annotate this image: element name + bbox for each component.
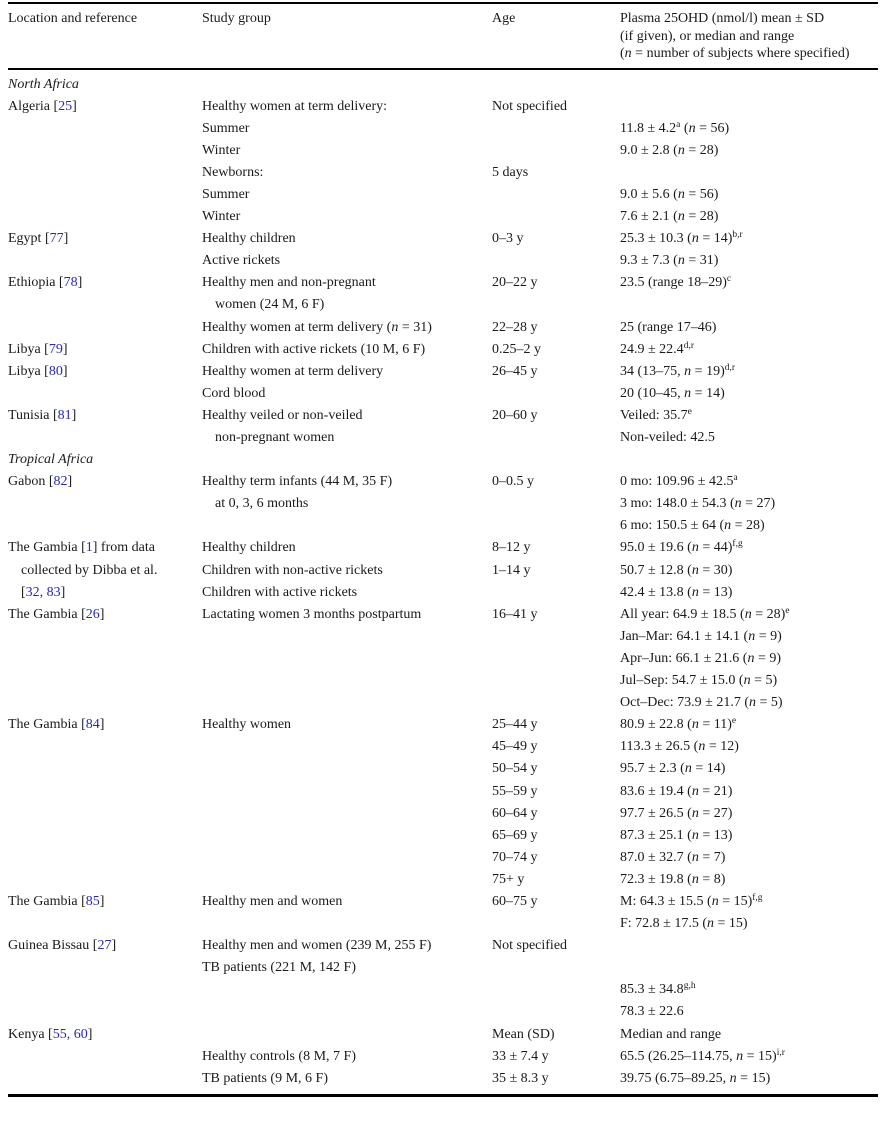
age-cell [492,626,620,648]
header-plasma-line: (if given), or median and range [620,28,795,44]
study-group-cell: non-pregnant women [215,430,335,445]
header-plasma-line: Plasma 25OHD (nmol/l) mean ± SD [620,11,825,26]
plasma-cell: 6 mo: 150.5 ± 64 (n = 28) [620,518,765,534]
plasma-cell: 23.5 (range 18–29)$^c$ [620,274,732,291]
age-cell: 65–69 y [492,827,538,843]
reference-link[interactable]: 85 [85,893,100,909]
age-cell: 8–12 y [492,540,531,556]
plasma-cell: 97.7 ± 26.5 (n = 27) [620,805,733,821]
location-cell [8,648,202,670]
location-cell [8,692,202,714]
location-cell [8,383,202,405]
study-group-cell: Healthy children [202,231,296,247]
study-group-cell [202,869,492,891]
study-group-cell [202,648,492,670]
location-cell: The Gambia [84] [8,717,105,733]
study-group-cell [202,626,492,648]
age-cell [492,184,620,206]
study-group-cell: Healthy men and women [202,893,343,909]
plasma-cell: Veiled: 35.7e [620,406,692,423]
location-cell [8,184,202,206]
reference-link[interactable]: 79 [48,341,63,357]
study-group-cell: Summer [202,186,250,202]
table-row [8,648,878,670]
reference-link[interactable]: 1 [85,540,93,556]
study-group-cell [202,803,492,825]
location-cell [8,803,202,825]
age-cell: 33 ± 7.4 y [492,1048,549,1064]
plasma-cell: 20 (10–45, n = 14) [620,385,725,401]
age-cell: 60–75 y [492,893,538,909]
reference-link[interactable]: 80 [48,363,63,379]
plasma-cell [620,935,878,957]
table-row [8,294,878,316]
study-group-cell [202,758,492,780]
location-cell [8,1068,202,1090]
table-row [8,758,878,780]
table-row [8,317,878,339]
table-row [8,869,878,891]
plasma-cell: 0 mo: 109.96 ± 42.5$^a$ [620,473,738,490]
table-row [8,162,878,184]
section-header: Tropical Africa [8,452,94,468]
table-row [8,736,878,758]
study-group-cell: at 0, 3, 6 months [215,496,309,512]
study-group-cell: Healthy women at term delivery [202,363,384,379]
reference-link[interactable]: 81 [57,407,72,423]
age-cell: 35 ± 8.3 y [492,1070,549,1086]
age-cell [492,250,620,272]
reference-link[interactable]: 25 [58,98,73,114]
location-cell [8,736,202,758]
age-cell: 25–44 y [492,717,538,733]
study-table [8,2,878,1097]
location-cell: Gabon [82] [8,474,73,490]
plasma-cell: $85.3 \pm 34.8^{g,h}$ [620,981,696,998]
plasma-cell: 3 mo: 148.0 ± 54.3 (n = 27) [620,496,776,512]
table-row [8,979,878,1001]
age-cell: 22–28 y [492,319,538,335]
age-cell: 0–3 y [492,231,524,247]
table-row [8,471,878,493]
location-cell [8,294,202,316]
location-cell: collected by Dibba et al. [21,562,158,578]
study-group-cell: Healthy women at term delivery (n = 31) [202,319,432,335]
reference-link[interactable]: 55, 60 [52,1026,88,1042]
location-cell [8,847,202,869]
age-cell [492,294,620,316]
age-cell: 75+ y [492,871,525,887]
location-cell [8,626,202,648]
age-cell: 55–59 y [492,783,538,799]
age-cell: 5 days [492,164,529,180]
table-row [8,714,878,736]
header-location: Location and reference [8,11,138,26]
table-row [8,339,878,361]
table-row [8,427,878,449]
location-cell [8,250,202,272]
plasma-cell: Median and range [620,1026,722,1042]
study-group-cell [202,692,492,714]
location-cell: Egypt [77] [8,231,69,247]
table-body [8,70,878,1097]
age-cell [492,206,620,228]
location-cell: Kenya [55, 60] [8,1026,93,1042]
study-group-cell: Healthy children [202,540,296,556]
location-cell: Tunisia [81] [8,407,77,423]
age-cell [492,692,620,714]
plasma-cell: 78.3 ± 22.6 [620,1004,684,1020]
study-group-cell [202,979,492,1001]
location-cell [8,670,202,692]
plasma-cell: All year: 64.9 ± 18.5 (n = 28)$^e$ [620,605,790,622]
table-row [8,493,878,515]
location-cell [8,913,202,935]
location-cell [8,515,202,537]
location-cell [8,758,202,780]
plasma-cell [620,162,878,184]
plasma-cell: 87.3 ± 25.1 (n = 13) [620,827,733,843]
table-row [8,206,878,228]
plasma-cell: 7.6 ± 2.1 (n = 28) [620,209,719,225]
plasma-cell: 39.75 (6.75–89.25, n = 15) [620,1070,771,1086]
location-cell: Libya [79] [8,341,68,357]
plasma-cell: Jan–Mar: 64.1 ± 14.1 (n = 9) [620,628,782,644]
age-cell: 60–64 y [492,805,538,821]
age-cell [492,1001,620,1023]
study-group-cell: Children with active rickets (10 M, 6 F) [202,341,426,357]
reference-link[interactable]: 82 [53,474,68,490]
age-cell: 26–45 y [492,363,538,379]
table-row [8,537,878,559]
table-row [8,118,878,140]
table-row [8,140,878,162]
table-row [8,957,878,979]
age-cell: 1–14 y [492,562,531,578]
plasma-cell: 65.5 (26.25–114.75, n = 15)$^{i,r}$ [620,1047,785,1064]
table-row [8,1001,878,1023]
section-header: North Africa [8,76,79,92]
table-row [8,1046,878,1068]
plasma-cell: 25.3 ± 10.3 (n = 14)$^{b,r}$ [620,230,743,247]
location-cell [8,140,202,162]
plasma-cell: M: 64.3 ± 15.5 (n = 15)$^{f,g}$ [620,892,763,909]
age-cell: 50–54 y [492,761,538,777]
study-group-cell: Healthy term infants (44 M, 35 F) [202,474,393,490]
age-cell: 0–0.5 y [492,474,534,490]
age-cell [492,118,620,140]
study-group-cell: women (24 M, 6 F) [215,297,325,313]
age-cell [492,979,620,1001]
plasma-cell: Non-veiled: 42.5 [620,430,715,445]
study-group-cell: Summer [202,120,250,136]
header-plasma [620,10,878,63]
table-row [8,184,878,206]
table-row [8,626,878,648]
age-cell [492,140,620,162]
table-row [8,670,878,692]
table-row [8,1068,878,1090]
study-group-cell [202,825,492,847]
location-cell [8,869,202,891]
plasma-cell: 113.3 ± 26.5 (n = 12) [620,739,739,755]
location-cell: Ethiopia [78] [8,275,83,291]
study-group-cell: Healthy women [202,717,292,733]
study-group-cell: Cord blood [202,385,266,401]
age-cell [492,427,620,449]
plasma-cell: 34 (13–75, n = 19)$^{d,r}$ [620,362,736,379]
age-cell: Not specified [492,98,568,114]
plasma-cell: 42.4 ± 13.8 (n = 13) [620,584,733,600]
plasma-cell [620,294,878,316]
reference-link[interactable]: 26 [85,606,100,622]
study-group-cell: Healthy men and non-pregnant [202,275,376,291]
plasma-cell: 80.9 ± 22.8 (n = 11)$^e$ [620,716,737,733]
plasma-cell: 72.3 ± 19.8 (n = 8) [620,871,726,887]
table-row [8,515,878,537]
table-row [8,250,878,272]
plasma-cell: 95.0 ± 19.6 (n = 44)$^{f,g}$ [620,539,743,556]
table-row [8,405,878,427]
age-cell [492,913,620,935]
age-cell: Mean (SD) [492,1026,555,1042]
plasma-cell: 25 (range 17–46) [620,319,717,335]
study-group-cell: Healthy controls (8 M, 7 F) [202,1048,356,1064]
location-cell [8,118,202,140]
table-row [8,781,878,803]
location-cell [8,979,202,1001]
header-study-group: Study group [202,11,271,26]
header-plasma-line: (n = number of subjects where specified) [620,46,850,61]
table-row [8,96,878,118]
table-row [8,803,878,825]
plasma-cell: F: 72.8 ± 17.5 (n = 15) [620,916,748,932]
age-cell [492,670,620,692]
location-cell [8,162,202,184]
reference-link[interactable]: 32, 83 [25,584,61,600]
study-group-cell: Children with active rickets [202,584,358,600]
study-group-cell [202,515,492,537]
study-group-cell: Winter [202,142,241,158]
age-cell: 70–74 y [492,849,538,865]
study-group-cell [202,1024,492,1046]
age-cell [492,648,620,670]
table-row [8,1024,878,1046]
location-cell [8,825,202,847]
table-header-row [8,2,878,70]
study-group-cell: Children with non-active rickets [202,562,383,578]
study-group-cell: Lactating women 3 months postpartum [202,606,422,622]
location-cell: Algeria [25] [8,98,77,114]
location-cell [8,493,202,515]
age-cell [492,515,620,537]
location-cell [8,427,202,449]
table-row [8,913,878,935]
study-group-cell: Healthy veiled or non-veiled [202,407,363,423]
age-cell [492,582,620,604]
study-group-cell: TB patients (221 M, 142 F) [202,960,356,976]
plasma-cell: 87.0 ± 32.7 (n = 7) [620,849,726,865]
table-row [8,361,878,383]
plasma-cell: $24.9 \pm 22.4^{d,r}$ [620,340,694,357]
plasma-cell: Apr–Jun: 66.1 ± 21.6 (n = 9) [620,650,782,666]
reference-link[interactable]: 78 [63,275,78,291]
plasma-cell [620,96,878,118]
table-row [8,692,878,714]
location-cell: The Gambia [26] [8,606,105,622]
location-cell [8,1046,202,1068]
study-group-cell [202,847,492,869]
plasma-cell: 95.7 ± 2.3 (n = 14) [620,761,726,777]
study-group-cell [202,1001,492,1023]
plasma-cell: 9.0 ± 2.8 (n = 28) [620,142,719,158]
location-cell [8,957,202,979]
age-cell [492,493,620,515]
table-row [8,935,878,957]
table-row [8,604,878,626]
age-cell [492,957,620,979]
age-cell: 20–60 y [492,407,538,423]
location-cell: [32, 83] [21,584,66,600]
table-row [8,825,878,847]
location-cell [8,317,202,339]
study-group-cell: Healthy men and women (239 M, 255 F) [202,938,432,954]
table-row [8,582,878,604]
age-cell [492,383,620,405]
table-row [8,560,878,582]
reference-link[interactable]: 27 [97,938,112,954]
location-cell [8,206,202,228]
reference-link[interactable]: 77 [49,231,64,247]
location-cell: The Gambia [85] [8,893,105,909]
age-cell: 45–49 y [492,739,538,755]
plasma-cell: 83.6 ± 19.4 (n = 21) [620,783,733,799]
study-group-cell: Winter [202,209,241,225]
location-cell: The Gambia [1] from data [8,540,155,556]
table-row [8,891,878,913]
plasma-cell: 9.0 ± 5.6 (n = 56) [620,186,719,202]
study-group-cell [202,670,492,692]
age-cell: 0.25–2 y [492,341,541,357]
table-row [8,847,878,869]
plasma-cell: 9.3 ± 7.3 (n = 31) [620,253,719,269]
location-cell: Guinea Bissau [27] [8,938,117,954]
study-group-cell: TB patients (9 M, 6 F) [202,1070,328,1086]
location-cell [8,1001,202,1023]
reference-link[interactable]: 84 [85,717,100,733]
table-row [8,228,878,250]
age-cell: 16–41 y [492,606,538,622]
plasma-cell: Oct–Dec: 73.9 ± 21.7 (n = 5) [620,695,783,711]
plasma-cell: 50.7 ± 12.8 (n = 30) [620,562,733,578]
study-group-cell [202,781,492,803]
table-row [8,272,878,294]
study-group-cell: Active rickets [202,253,281,269]
age-cell: 20–22 y [492,275,538,291]
study-group-cell: Newborns: [202,164,264,180]
plasma-cell: Jul–Sep: 54.7 ± 15.0 (n = 5) [620,673,778,689]
study-group-cell [202,736,492,758]
study-group-cell: Healthy women at term delivery: [202,98,388,114]
study-group-cell [202,913,492,935]
location-cell [8,781,202,803]
table-row [8,383,878,405]
age-cell: Not specified [492,938,568,954]
plasma-cell: 11.8 ± 4.2$^a$ (n = 56) [620,119,730,136]
location-cell: Libya [80] [8,363,68,379]
header-age: Age [492,11,516,26]
plasma-cell [620,957,878,979]
